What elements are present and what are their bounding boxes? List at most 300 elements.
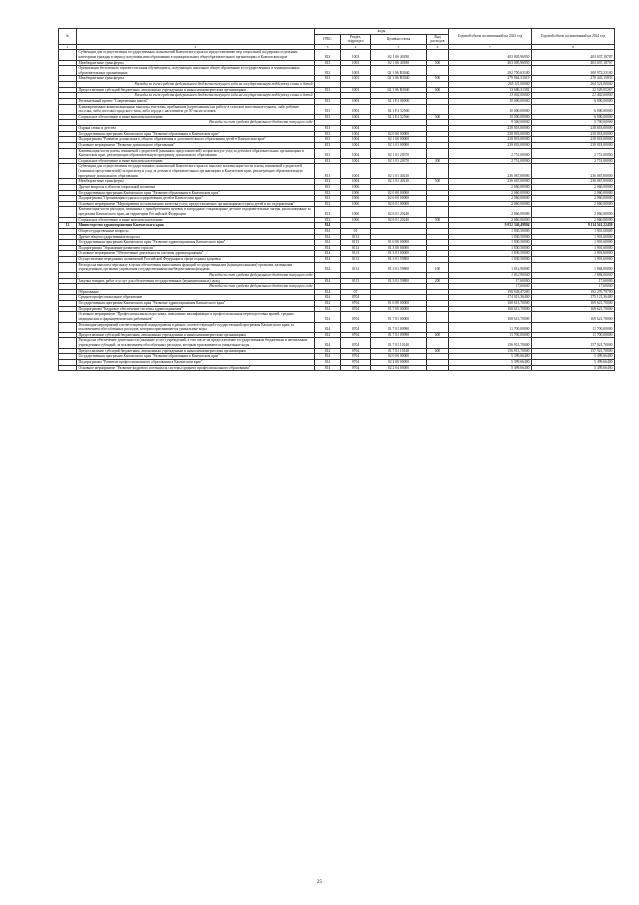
row-volume-2023: 236 067,00000 xyxy=(449,179,532,185)
row-name: Организация бесплатного горячего питания обучающихся, получающих начальное общее образование в государственных и муниципальных образовательных организациях xyxy=(77,66,315,76)
header-volume-2023: Годовой объем ассигнований на 2023 год xyxy=(449,29,532,45)
row-section: 0704 xyxy=(341,354,371,360)
budget-document xyxy=(58,28,614,371)
row-volume-2024: 175 121,36400 xyxy=(532,295,615,301)
row-volume-2023: 11 700,00000 xyxy=(449,332,532,338)
row-name: Расходы на обеспечение деятельности (оказание услуг) учреждений, в том числе на предоставление государственным бюджетным и автономным учреждениям субсидий, за исключением обособленных расходов, которым присваиваются уникальные коды xyxy=(77,338,315,348)
row-target: 02 2 04 00000 xyxy=(371,365,427,371)
row-target: 02 0 00 00000 xyxy=(371,131,427,137)
table-header xyxy=(59,29,615,50)
row-volume-2024: 5 499,66400 xyxy=(532,354,615,360)
column-index: 3 xyxy=(315,44,341,49)
row-section: 01 xyxy=(341,228,371,234)
row-section: 1003 xyxy=(341,114,371,120)
row-volume-2024: 169 621,70000 xyxy=(532,301,615,307)
row-target: 02 1 01 20370 xyxy=(371,148,427,158)
row-section: 0113 xyxy=(341,251,371,257)
row-target: 01 7 01 09990 xyxy=(371,332,427,338)
row-grbs: 814 xyxy=(315,278,341,284)
row-target: 02 1 06 R3040 xyxy=(371,87,427,93)
row-number xyxy=(59,50,77,60)
row-grbs: 814 xyxy=(315,354,341,360)
row-exp-type xyxy=(427,164,449,179)
row-number xyxy=(59,312,77,322)
row-section: 1003 xyxy=(341,104,371,114)
row-target: 01 3 01 59800 xyxy=(371,278,427,284)
row-name: Другие общегосударственные вопросы xyxy=(77,234,315,240)
row-volume-2023: 403 005,96950 xyxy=(449,60,532,66)
row-target: 02 1 Е1 52560 xyxy=(371,114,427,120)
row-grbs: 813 xyxy=(315,131,341,137)
table-row xyxy=(59,262,615,272)
row-name: Подпрограмма "Развитие дошкольного, общего образования и дополнительного образования детей в Камчатском крае" xyxy=(77,137,315,143)
row-exp-type: 300 xyxy=(427,158,449,164)
row-grbs: 814 xyxy=(315,251,341,257)
row-name: Подпрограмма "Кадровое обеспечение системы здравоохранения" xyxy=(77,306,315,312)
row-grbs: 813 xyxy=(315,148,341,158)
row-volume-2024: 2 751,00000 xyxy=(532,158,615,164)
row-section: 1006 xyxy=(341,190,371,196)
row-name: Общегосударственные вопросы xyxy=(77,228,315,234)
row-exp-type: 300 xyxy=(427,217,449,223)
row-name: Основное мероприятие "Развитие дошкольного образования" xyxy=(77,142,315,148)
row-grbs: 813 xyxy=(315,60,341,66)
row-volume-2024: 238 818,00000 xyxy=(532,137,615,143)
row-section: 0113 xyxy=(341,262,371,272)
row-name: Государственная программа Камчатского края "Развитие образования в Камчатском крае" xyxy=(77,354,315,360)
row-volume-2023: 2 751,00000 xyxy=(449,148,532,158)
row-target: 02 1 01 40210 xyxy=(371,179,427,185)
row-grbs: 814 xyxy=(315,312,341,322)
row-volume-2024: 157 921,70000 xyxy=(532,348,615,354)
row-volume-2024: 5 499,66400 xyxy=(532,359,615,365)
table-row xyxy=(59,312,615,322)
row-grbs: 813 xyxy=(315,87,341,93)
row-volume-2024: 21 402,60000 xyxy=(532,93,615,99)
row-volume-2024: 1 901,60000 xyxy=(532,240,615,246)
row-target: 02 1 00 00000 xyxy=(371,137,427,143)
column-index: 6 xyxy=(427,44,449,49)
row-target: 01 7 00 00000 xyxy=(371,306,427,312)
row-exp-type xyxy=(427,312,449,322)
row-number xyxy=(59,338,77,348)
row-volume-2023: 2 060,00000 xyxy=(449,184,532,190)
row-volume-2024: 2 060,00000 xyxy=(532,184,615,190)
row-target: 01 3 01 59800 xyxy=(371,262,427,272)
row-name: Государственная программа Камчатского края "Развитие образования в Камчатском крае" xyxy=(77,190,315,196)
row-grbs: 814 xyxy=(315,245,341,251)
column-index: 1 xyxy=(59,44,77,49)
row-target: 02 6 01 00000 xyxy=(371,201,427,207)
table-row xyxy=(59,365,615,371)
row-target: 01 3 01 59800 xyxy=(371,257,427,263)
row-grbs: 813 xyxy=(315,104,341,114)
row-volume-2023: 174 013,36400 xyxy=(449,295,532,301)
row-volume-2023: 156 913,70000 xyxy=(449,338,532,348)
row-exp-type xyxy=(427,338,449,348)
row-section: 1003 xyxy=(341,50,371,60)
row-section: 0704 xyxy=(341,295,371,301)
row-volume-2024: 169 621,70000 xyxy=(532,312,615,322)
row-section: 0704 xyxy=(341,348,371,354)
row-section: 0113 xyxy=(341,257,371,263)
row-name: Компенсация части расходов, связанных с приобретением путевок в загородные стационарные детские оздоровительные лагеря, расположенные за пределами Камчатского края, на территории Российской Федерации xyxy=(77,207,315,217)
row-number xyxy=(59,207,77,217)
row-name: Реализация мероприятий соответствующей подпрограммы в рамках соответствующей государственной программы Камчатского края, за исключением обособленных расходов, которым присваиваются уникальные коды xyxy=(77,322,315,332)
column-index: 8 xyxy=(532,44,615,49)
row-name: Подпрограмма "Управление развитием отрасли" xyxy=(77,245,315,251)
row-exp-type: 500 xyxy=(427,60,449,66)
row-grbs: 813 xyxy=(315,158,341,164)
row-volume-2024: 1 901,60000 xyxy=(532,245,615,251)
row-exp-type xyxy=(427,66,449,76)
row-volume-2024: 2 060,00000 xyxy=(532,207,615,217)
row-grbs: 813 xyxy=(315,207,341,217)
row-volume-2024: 238 818,00000 xyxy=(532,142,615,148)
row-section: 1003 xyxy=(341,98,371,104)
row-section: 0704 xyxy=(341,312,371,322)
row-target: 02 1 01 00000 xyxy=(371,142,427,148)
row-volume-2023: 2 751,00000 xyxy=(449,158,532,164)
row-number xyxy=(59,104,77,114)
page-number: 25 xyxy=(317,880,322,885)
row-grbs: 813 xyxy=(315,179,341,185)
row-volume-2023: 2 060,00000 xyxy=(449,196,532,202)
row-name: Предоставление субсидий бюджетным, автономным учреждениям и иным некоммерческим организациям xyxy=(77,87,315,93)
row-volume-2024: 169 621,70000 xyxy=(532,306,615,312)
table-row xyxy=(59,148,615,158)
row-volume-2023: 2 060,00000 xyxy=(449,217,532,223)
row-volume-2024: 6 000,00000 xyxy=(532,114,615,120)
row-volume-2024: 1 901,60000 xyxy=(532,251,615,257)
row-volume-2024: 1 884,00000 xyxy=(532,262,615,272)
row-name: Субвенции для осуществления государственных полномочий Камчатского края по выплате компенсации части платы, взимаемой с родителей (законных представителей) за присмотр и уход за детьми в образовательных организациях в Камчатском крае, реализующих образовательную программу дошкольного образования xyxy=(77,164,315,179)
row-volume-2023: 5 399,66400 xyxy=(449,359,532,365)
row-target: 02 1 06 R3040 xyxy=(371,66,427,76)
row-name: Социальное обеспечение и иные выплаты населению xyxy=(77,217,315,223)
row-grbs: 814 xyxy=(315,301,341,307)
column-index: 2 xyxy=(77,44,315,49)
row-volume-2024: 9 114 541,22459 xyxy=(532,223,615,229)
row-volume-2023: 238 818,00000 xyxy=(449,126,532,132)
row-volume-2023: 236 067,00000 xyxy=(449,164,532,179)
row-target: 02 1 Е1 00000 xyxy=(371,98,427,104)
row-name: Основное мероприятие "Развитие кадрового потенциала системы среднего профессионального образования" xyxy=(77,365,315,371)
row-grbs: 813 xyxy=(315,190,341,196)
row-number xyxy=(59,365,77,371)
row-section: 0113 xyxy=(341,234,371,240)
row-grbs: 813 xyxy=(315,114,341,120)
row-volume-2023: 10 000,00000 xyxy=(449,98,532,104)
row-grbs: 813 xyxy=(315,201,341,207)
row-name: Охрана семьи и детства xyxy=(77,126,315,132)
row-name: Единовременные компенсационные выплаты учителям, прибывшим (переехавшим) на работу в сельские населенные пункты, либо рабочие поселки, либо поселки городского типа, либо города с населением до 50 тысяч человек xyxy=(77,104,315,114)
row-grbs: 814 xyxy=(315,359,341,365)
row-volume-2024: 278 443,15833 xyxy=(532,76,615,82)
header-grbs: ГРБС xyxy=(315,34,341,44)
row-volume-2024: 157 921,70000 xyxy=(532,338,615,348)
row-volume-2023: 2 060,00000 xyxy=(449,207,532,217)
row-grbs: 814 xyxy=(315,257,341,263)
row-volume-2023: 2 060,00000 xyxy=(449,201,532,207)
row-name: Предоставление субсидий бюджетным, автономным учреждениям и иным некоммерческим организациям xyxy=(77,332,315,338)
row-grbs: 814 xyxy=(315,348,341,354)
row-exp-type: 600 xyxy=(427,87,449,93)
table-row xyxy=(59,338,615,348)
row-volume-2023: 11 700,00000 xyxy=(449,322,532,332)
row-volume-2023: 292 750,63100 xyxy=(449,66,532,76)
row-volume-2024: 5 499,66400 xyxy=(532,365,615,371)
row-volume-2023: 238 818,00000 xyxy=(449,137,532,143)
row-target: 01 7 01 09990 xyxy=(371,322,427,332)
header-exp-type: Вид расходов xyxy=(427,34,449,44)
row-volume-2024: 2 060,00000 xyxy=(532,190,615,196)
row-section: 1006 xyxy=(341,201,371,207)
row-name: Расходы за счет средств федерального бюджета текущего года на государственную поддержку семьи и детей xyxy=(77,82,315,88)
row-section: 1004 xyxy=(341,126,371,132)
row-grbs: 813 xyxy=(315,126,341,132)
row-volume-2024: 238 818,00000 xyxy=(532,126,615,132)
header-volume-2024: Годовой объем ассигнований на 2024 год xyxy=(532,29,615,45)
row-section: 1006 xyxy=(341,196,371,202)
row-section: 1004 xyxy=(341,137,371,143)
row-grbs: 814 xyxy=(315,322,341,332)
row-grbs: 813 xyxy=(315,142,341,148)
row-section: 0113 xyxy=(341,240,371,246)
row-volume-2024: 1 901,60000 xyxy=(532,234,615,240)
row-volume-2023: 5 399,66400 xyxy=(449,354,532,360)
row-section: 0704 xyxy=(341,338,371,348)
row-grbs: 814 xyxy=(315,223,341,229)
row-name: Основное мероприятие "Мероприятия по повышению качества услуг, предоставляемых организациями отдыха детей и их оздоровления" xyxy=(77,201,315,207)
row-volume-2024: 2 060,00000 xyxy=(532,201,615,207)
row-exp-type xyxy=(427,322,449,332)
row-volume-2024: 22 529,05267 xyxy=(532,87,615,93)
row-name: Социальное обеспечение и иные выплаты населению xyxy=(77,158,315,164)
row-name: Другие вопросы в области социальной политики xyxy=(77,184,315,190)
header-target: Целевая статья xyxy=(371,34,427,44)
row-volume-2024: 17,60000 xyxy=(532,278,615,284)
row-section: 0704 xyxy=(341,306,371,312)
row-volume-2024: 6 000,00000 xyxy=(532,104,615,114)
row-grbs: 813 xyxy=(315,50,341,60)
row-volume-2023: 9 500,00000 xyxy=(449,120,532,126)
row-volume-2023: 1 830,50000 xyxy=(449,234,532,240)
row-exp-type xyxy=(427,365,449,371)
row-grbs: 814 xyxy=(315,234,341,240)
row-volume-2024: 192 270,79700 xyxy=(532,289,615,295)
row-name: Образование xyxy=(77,289,315,295)
row-target: 02 0 00 00000 xyxy=(371,190,427,196)
table-row xyxy=(59,50,615,60)
row-volume-2023: 265 111,00000 xyxy=(449,82,532,88)
row-exp-type: 600 xyxy=(427,332,449,338)
row-volume-2023: 168 613,70000 xyxy=(449,306,532,312)
row-volume-2023: 403 005,96950 xyxy=(449,50,532,60)
row-volume-2024: 403 037,18707 xyxy=(532,60,615,66)
row-grbs: 813 xyxy=(315,217,341,223)
row-target: 02 1 Е1 52560 xyxy=(371,104,427,114)
table-row xyxy=(59,66,615,76)
row-name: Субвенции для осуществления государственных полномочий Камчатского края по предоставлению мер социальной поддержки отдельным категориям граждан в период получения ими образования в муниципальных общеобразовательных организациях в Камчатском крае xyxy=(77,50,315,60)
row-volume-2024: 236 067,00000 xyxy=(532,179,615,185)
row-target: 01 7 01 10140 xyxy=(371,348,427,354)
row-number xyxy=(59,164,77,179)
row-target: 02 1 01 20370 xyxy=(371,158,427,164)
row-name: Основное мероприятие "Профессиональная подготовка, повышение квалификации и профессиональная переподготовка врачей, средних медицинских и фармацевтических работников" xyxy=(77,312,315,322)
row-volume-2023: 1 812,90000 xyxy=(449,262,532,272)
row-section: 1006 xyxy=(341,217,371,223)
row-name: Компенсация части платы, взимаемой с родителей (законных представителей) за присмотр и уход за детьми в образовательных организациях в Камчатском крае, реализующих образовательную программу дошкольного образования xyxy=(77,148,315,158)
row-section: 0704 xyxy=(341,332,371,338)
row-exp-type xyxy=(427,104,449,114)
row-volume-2023: 9 032 346,49804 xyxy=(449,223,532,229)
row-volume-2023: 10 000,00000 xyxy=(449,114,532,120)
row-target: 01 0 00 00000 xyxy=(371,301,427,307)
row-section: 1006 xyxy=(341,207,371,217)
row-target: 02 6 01 20240 xyxy=(371,217,427,223)
row-section: 1006 xyxy=(341,184,371,190)
row-target: 02 1 06 40180 xyxy=(371,60,427,66)
row-exp-type: 500 xyxy=(427,179,449,185)
row-volume-2023: 168 613,70000 xyxy=(449,312,532,322)
row-volume-2024: 6 000,00000 xyxy=(532,98,615,104)
row-name: Расходы за счет средств федерального бюджета текущего года на государственную поддержку семьи и детей xyxy=(77,93,315,99)
row-grbs: 814 xyxy=(315,332,341,338)
row-grbs: 813 xyxy=(315,66,341,76)
row-target: 02 6 00 00000 xyxy=(371,196,427,202)
row-number xyxy=(59,148,77,158)
row-name: Осуществление переданных полномочий Российской Федерации в сфере охраны здоровья xyxy=(77,257,315,263)
row-grbs: 814 xyxy=(315,240,341,246)
row-section: 0704 xyxy=(341,365,371,371)
row-target: 02 2 00 00000 xyxy=(371,359,427,365)
row-grbs: 814 xyxy=(315,338,341,348)
row-volume-2023: 279 064,31619 xyxy=(449,76,532,82)
row-target: 01 7 01 10140 xyxy=(371,338,427,348)
row-exp-type: 300 xyxy=(427,114,449,120)
row-exp-type xyxy=(427,50,449,60)
header-number: № xyxy=(59,29,77,45)
header-name xyxy=(77,29,315,45)
row-volume-2023: 190 928,47200 xyxy=(449,289,532,295)
row-volume-2023: 13 686,31381 xyxy=(449,87,532,93)
row-name: Среднее профессиональное образование xyxy=(77,295,315,301)
row-name: Межбюджетные трансферты xyxy=(77,76,315,82)
row-volume-2023: 238 818,00000 xyxy=(449,142,532,148)
row-name: Региональный проект "Современная школа" xyxy=(77,98,315,104)
row-volume-2024: 403 037,18707 xyxy=(532,50,615,60)
table-row xyxy=(59,104,615,114)
row-number xyxy=(59,66,77,76)
row-exp-type xyxy=(427,207,449,217)
row-grbs: 814 xyxy=(315,262,341,272)
row-section: 1003 xyxy=(341,60,371,66)
row-grbs: 813 xyxy=(315,137,341,143)
row-target: 02 6 01 20240 xyxy=(371,207,427,217)
row-number xyxy=(59,322,77,332)
row-exp-type: 200 xyxy=(427,278,449,284)
row-target: 01 3 01 00000 xyxy=(371,251,427,257)
column-index: 4 xyxy=(341,44,371,49)
row-name: Межбюджетные трансферты xyxy=(77,179,315,185)
row-number xyxy=(59,262,77,272)
row-name: Расходы за счет средств федерального бюджета текущего года xyxy=(77,120,315,126)
row-name: Расходы на выплаты персоналу в целях обеспечения выполнения функций государственными (муниципальными) органами, казенными учреждениями, органами управления государственными внебюджетными фондами xyxy=(77,262,315,272)
row-volume-2023: 1 830,50000 xyxy=(449,245,532,251)
row-section: 1003 xyxy=(341,66,371,76)
row-volume-2024: 2 751,00000 xyxy=(532,148,615,158)
row-grbs: 814 xyxy=(315,295,341,301)
row-section: 1003 xyxy=(341,76,371,82)
row-section: 0704 xyxy=(341,301,371,307)
row-target: 02 1 06 40180 xyxy=(371,50,427,60)
row-volume-2024: 1 884,00000 xyxy=(532,272,615,278)
header-codes: коды xyxy=(315,29,449,35)
row-grbs: 813 xyxy=(315,98,341,104)
row-volume-2023: 156 913,70000 xyxy=(449,348,532,354)
row-grbs: 813 xyxy=(315,196,341,202)
row-volume-2024: 2 060,00000 xyxy=(532,196,615,202)
row-volume-2023: 13 002,00000 xyxy=(449,93,532,99)
row-section: 0113 xyxy=(341,278,371,284)
row-grbs: 814 xyxy=(315,289,341,295)
row-volume-2023: 1 830,50000 xyxy=(449,257,532,263)
row-volume-2023: 5 399,66400 xyxy=(449,365,532,371)
row-exp-type: 600 xyxy=(427,348,449,354)
row-name: Подпрограмма "Организация отдыха и оздоровления детей в Камчатском крае" xyxy=(77,196,315,202)
row-exp-type: 500 xyxy=(427,76,449,82)
row-number: 12 xyxy=(59,223,77,229)
row-grbs: 814 xyxy=(315,306,341,312)
row-volume-2023: 17,60000 xyxy=(449,278,532,284)
row-volume-2024: 2 060,00000 xyxy=(532,217,615,223)
header-section: Раздел, подраздел xyxy=(341,34,371,44)
column-index: 7 xyxy=(449,44,532,49)
table-body xyxy=(59,50,615,371)
row-grbs: 813 xyxy=(315,164,341,179)
row-section: 1004 xyxy=(341,142,371,148)
row-name: Государственная программа Камчатского края "Развитие образования в Камчатском крае" xyxy=(77,131,315,137)
budget-table xyxy=(58,28,615,371)
row-exp-type: 100 xyxy=(427,262,449,272)
row-section: 1004 xyxy=(341,158,371,164)
row-section: 1003 xyxy=(341,87,371,93)
column-index: 5 xyxy=(371,44,427,49)
row-volume-2023: 1 830,50000 xyxy=(449,251,532,257)
row-volume-2024: 300 972,23100 xyxy=(532,66,615,76)
row-volume-2023: 168 613,70000 xyxy=(449,301,532,307)
table-row xyxy=(59,164,615,179)
row-volume-2024: 264 521,00000 xyxy=(532,82,615,88)
row-exp-type xyxy=(427,148,449,158)
row-section: 1004 xyxy=(341,131,371,137)
row-name: Министерство здравоохранения Камчатского края xyxy=(77,223,315,229)
row-name: Закупка товаров, работ и услуг для обеспечения государственных (муниципальных) нужд xyxy=(77,278,315,284)
row-volume-2024: 1 901,60000 xyxy=(532,257,615,263)
row-grbs: 813 xyxy=(315,184,341,190)
row-section: 0704 xyxy=(341,322,371,332)
row-volume-2024: 11 700,00000 xyxy=(532,332,615,338)
row-volume-2024: 5 700,00000 xyxy=(532,120,615,126)
row-grbs: 813 xyxy=(315,76,341,82)
row-target: 02 1 01 40210 xyxy=(371,164,427,179)
row-name: Расходы за счет средств федерального бюджета текущего года xyxy=(77,284,315,290)
row-volume-2024: 1 901,60000 xyxy=(532,228,615,234)
row-section: 1004 xyxy=(341,148,371,158)
row-target: 01 0 00 00000 xyxy=(371,240,427,246)
row-volume-2023: 2 060,00000 xyxy=(449,190,532,196)
